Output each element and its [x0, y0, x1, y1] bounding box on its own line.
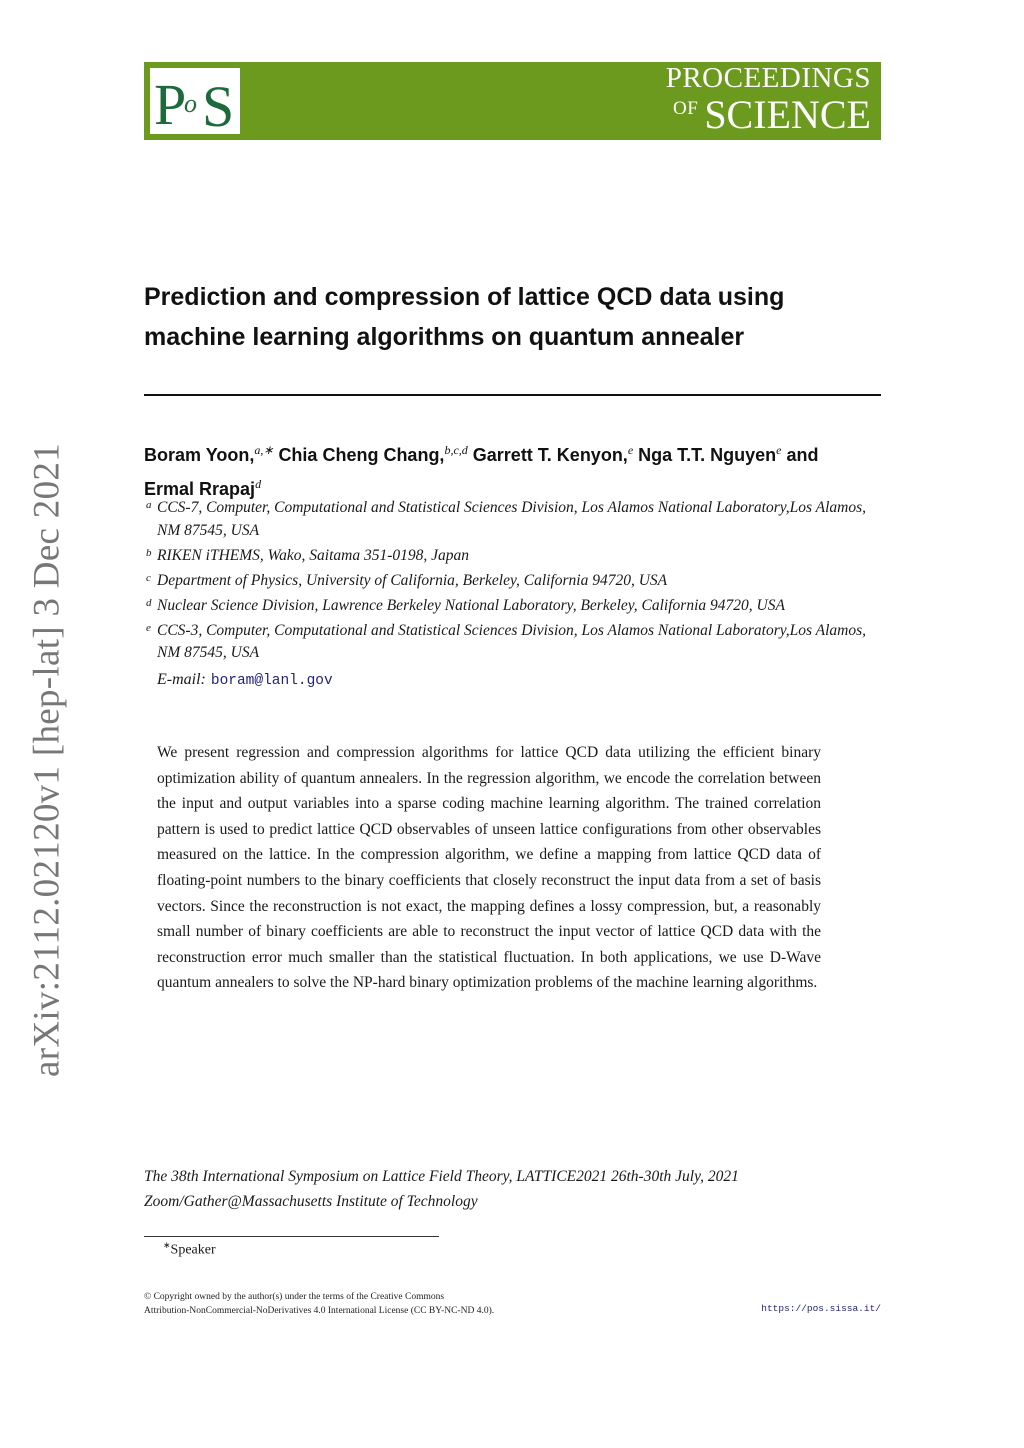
copyright-line-1: © Copyright owned by the author(s) under the terms of the Creative Commons	[144, 1292, 445, 1302]
affiliation-mark: b	[146, 546, 152, 559]
affiliation-mark: a	[146, 499, 152, 511]
paper-title	[144, 277, 881, 357]
author-list	[144, 436, 881, 504]
author-affil-mark: a,∗	[254, 443, 274, 457]
author-affil-mark: d	[255, 477, 262, 491]
author-affil-mark: b,c,d	[444, 443, 468, 457]
affiliation-text: CCS-3, Computer, Computational and Statistical Sciences Division, Los Alamos National Laboratory,Los Alamos, NM 87545, USA	[157, 621, 867, 661]
arxiv-stamp: arXiv:2112.02120v1 [hep-lat] 3 Dec 2021	[26, 442, 68, 1078]
affiliation-item	[144, 497, 884, 542]
affiliation-text: Nuclear Science Division, Lawrence Berkeley National Laboratory, Berkeley, California 94720, USA	[157, 596, 785, 614]
footnote-text: Speaker	[170, 1242, 216, 1258]
affiliation-item	[144, 570, 884, 593]
proceedings-of-science-wordmark	[666, 64, 871, 135]
affiliation-text: CCS-7, Computer, Computational and Statistical Sciences Division, Los Alamos National Laboratory,Los Alamos, NM 87545, USA	[157, 499, 867, 539]
author-name: Chia Cheng Chang,	[278, 445, 445, 465]
affiliation-mark: e	[146, 621, 151, 634]
author-affil-mark: e	[627, 443, 634, 457]
footnote	[163, 1240, 216, 1259]
svg-text:P: P	[154, 72, 187, 134]
footnote-rule	[144, 1236, 439, 1237]
of-label: OF	[673, 98, 699, 119]
affiliation-mark: c	[146, 571, 151, 584]
pos-logo	[150, 68, 240, 134]
pos-url-link[interactable]: https://pos.sissa.it/	[761, 1303, 881, 1314]
copyright-notice	[144, 1290, 744, 1318]
title-line-1: Prediction and compression of lattice QCD data using	[144, 283, 785, 311]
affiliation-item	[144, 595, 884, 618]
title-rule	[144, 394, 881, 396]
contact-email	[144, 671, 884, 689]
footnote-mark: ∗	[163, 1240, 171, 1250]
pos-banner	[144, 62, 881, 140]
affiliation-text: RIKEN iTHEMS, Wako, Saitama 351-0198, Japan	[157, 546, 469, 564]
science-label: SCIENCE	[704, 92, 871, 137]
author-affil-mark: e	[776, 443, 782, 457]
author-name: Boram Yoon,	[144, 445, 255, 465]
conference-line-1: The 38th International Symposium on Lattice Field Theory, LATTICE2021 26th-30th July, 2021	[144, 1168, 739, 1185]
affiliation-item	[144, 620, 884, 665]
email-label: E-mail:	[157, 670, 206, 688]
affiliation-item	[144, 545, 884, 568]
conference-info	[144, 1164, 881, 1214]
title-line-2: machine learning algorithms on quantum annealer	[144, 323, 745, 351]
author-name: Nga T.T. Nguyen	[638, 445, 777, 465]
svg-text:o: o	[184, 89, 197, 118]
abstract: We present regression and compression algorithms for lattice QCD data utilizing the efficient binary optimization ability of quantum annealers. In the regression algorithm, we encode the correlation between the input and output variables into a sparse coding machine learning algorithm. The trained correlation pattern is used to predict lattice QCD observables of unseen lattice configurations from other observables measured on the lattice. In the compression algorithm, we define a mapping from lattice QCD data of floating-point numbers to the binary coefficients that closely reconstruct the input data from a set of basis vectors. Since the reconstruction is not exact, the mapping defines a lossy compression, but, a reasonably small number of binary coefficients are able to reconstruct the input vector of lattice QCD data with the reconstruction error much smaller than the statistical fluctuation. In both applications, we use D-Wave quantum annealers to solve the NP-hard binary optimization problems of the machine learning algorithms.	[157, 744, 821, 992]
conference-line-2: Zoom/Gather@Massachusetts Institute of Technology	[144, 1193, 478, 1210]
proceedings-label: PROCEEDINGS	[665, 62, 871, 94]
pos-logo-icon	[150, 68, 240, 134]
affiliation-list	[144, 497, 884, 689]
affiliation-mark: d	[146, 596, 152, 609]
copyright-line-2: Attribution-NonCommercial-NoDerivatives 4.0 International License (CC BY-NC-ND 4.0).	[144, 1306, 495, 1316]
svg-text:S: S	[202, 74, 235, 134]
author-name: Garrett T. Kenyon,	[472, 445, 628, 465]
affiliation-text: Department of Physics, University of California, Berkeley, California 94720, USA	[157, 571, 668, 589]
author-and: and	[786, 445, 819, 465]
email-link[interactable]: boram@lanl.gov	[210, 672, 333, 689]
author-name: Ermal Rrapaj	[144, 479, 256, 499]
